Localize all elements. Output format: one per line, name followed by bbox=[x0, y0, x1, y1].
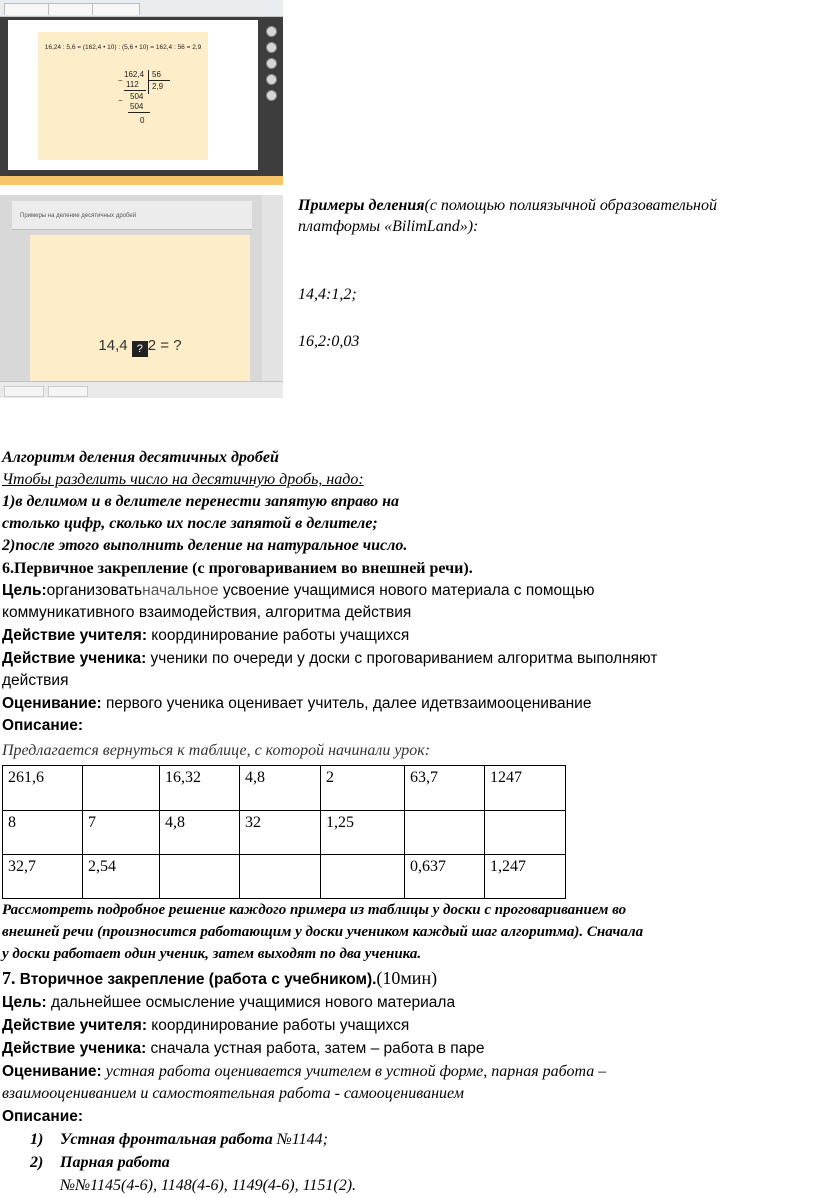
student-text: ученики по очереди у доски с проговариванием алгоритма выполняют bbox=[146, 650, 658, 667]
table-cell: 8 bbox=[3, 811, 83, 855]
section7-time: (10мин) bbox=[376, 968, 438, 988]
assess-label: Оценивание: bbox=[2, 695, 102, 712]
taskbar-item[interactable] bbox=[48, 386, 88, 397]
table-row bbox=[3, 766, 566, 811]
section7-item1 bbox=[60, 1130, 328, 1150]
slide-sheet bbox=[38, 32, 208, 160]
table-cell bbox=[240, 855, 321, 899]
goal-text: усвоение учащимися нового материала с помощью bbox=[218, 582, 595, 599]
section7-item1-num: 1) bbox=[30, 1131, 44, 1148]
taskbar bbox=[0, 381, 283, 398]
ld-dividend: 162,4 bbox=[124, 70, 145, 79]
taskbar-item[interactable] bbox=[4, 386, 44, 397]
ld-line bbox=[124, 90, 146, 91]
table-cell bbox=[160, 855, 240, 899]
table-cell: 63,7 bbox=[405, 766, 485, 811]
example-panel bbox=[30, 235, 250, 385]
section6-student-line2: действия bbox=[2, 672, 69, 689]
algorithm-title: Алгоритм деления десятичных дробей bbox=[2, 449, 279, 466]
section7-assess bbox=[2, 1062, 606, 1082]
ld-quotient: 2,9 bbox=[152, 82, 164, 91]
section6-title: 6.Первичное закрепление (с проговариванием во внешней речи). bbox=[2, 560, 473, 577]
nav-circle-button[interactable] bbox=[266, 58, 277, 69]
table-cell: 2 bbox=[321, 766, 405, 811]
example-question bbox=[30, 337, 250, 357]
section7-student bbox=[2, 1039, 485, 1059]
table-cell: 0,637 bbox=[405, 855, 485, 899]
table-cell: 1,25 bbox=[321, 811, 405, 855]
ld-minus: − bbox=[118, 76, 123, 85]
section7-item2-num: 2) bbox=[30, 1154, 44, 1171]
lesson-screenshot-2 bbox=[0, 195, 283, 398]
consider-line2: внешней речи (произносится работающим у доски учеником каждый шаг алгоритма). Сначала bbox=[2, 924, 644, 940]
numbers-table bbox=[2, 765, 566, 899]
consider-line3: у доски работает один ученик, затем выходят по два ученика. bbox=[2, 946, 422, 962]
section7-item2-line2: №№1145(4-6), 1148(4-6), 1149(4-6), 1151(2). bbox=[60, 1177, 357, 1194]
scrollbar[interactable] bbox=[262, 195, 283, 398]
ld-vertical-line bbox=[148, 70, 149, 94]
section6-goal bbox=[2, 581, 595, 601]
nav-circle-button[interactable] bbox=[266, 90, 277, 101]
table-cell: 1247 bbox=[485, 766, 566, 811]
teacher-label: Действие учителя: bbox=[2, 1017, 147, 1034]
algorithm-step1b: столько цифр, сколько их после запятой в делителе; bbox=[2, 515, 378, 532]
table-cell: 32,7 bbox=[3, 855, 83, 899]
teacher-label: Действие учителя: bbox=[2, 627, 147, 644]
section6-desc-label: Описание: bbox=[2, 717, 84, 734]
slide-header-text: Примеры на деление десятичных дробей bbox=[20, 213, 137, 219]
section7-desc-label: Описание: bbox=[2, 1108, 84, 1125]
nav-circle-button[interactable] bbox=[266, 26, 277, 37]
table-cell: 4,8 bbox=[240, 766, 321, 811]
item1-bold: Устная фронтальная работа bbox=[60, 1131, 273, 1148]
example-2: 16,2:0,03 bbox=[298, 333, 360, 350]
slide-bottom-bar bbox=[0, 176, 283, 185]
goal-label: Цель: bbox=[2, 994, 47, 1011]
section7-item2: Парная работа bbox=[60, 1154, 170, 1171]
student-label: Действие ученика: bbox=[2, 650, 147, 667]
browser-tab[interactable] bbox=[4, 3, 52, 15]
table-cell bbox=[485, 811, 566, 855]
examples-subtitle-1: (с помощью полиязычной образовательной bbox=[424, 197, 717, 214]
table-row bbox=[3, 811, 566, 855]
section7-title bbox=[2, 968, 437, 990]
section6-proposal: Предлагается вернуться к таблице, с которой начинали урок: bbox=[2, 742, 431, 759]
table-cell: 7 bbox=[83, 811, 160, 855]
section6-assess bbox=[2, 694, 591, 714]
algorithm-step2: 2)после этого выполнить деление на натуральное число. bbox=[2, 537, 408, 554]
ld-minus: − bbox=[118, 96, 123, 105]
ld-step1: 112 bbox=[126, 80, 139, 89]
table-cell: 16,32 bbox=[160, 766, 240, 811]
section6-student bbox=[2, 649, 657, 669]
browser-tab[interactable] bbox=[92, 3, 140, 15]
ld-remainder-final: 0 bbox=[140, 116, 145, 125]
item1-rest: №1144; bbox=[272, 1131, 328, 1148]
table-cell: 1,247 bbox=[485, 855, 566, 899]
table-row bbox=[3, 855, 566, 899]
browser-tabbar bbox=[0, 0, 283, 17]
section7-num: 7. bbox=[2, 968, 16, 988]
ld-divisor: 56 bbox=[152, 70, 161, 79]
table-cell: 4,8 bbox=[160, 811, 240, 855]
consider-line1: Рассмотреть подробное решение каждого примера из таблицы у доски с проговариванием во bbox=[2, 902, 627, 918]
division-equation: 16,24 : 5,6 = (162,4 • 10) : (5,6 • 10) = 162,4 : 56 = 2,9 bbox=[44, 44, 202, 51]
table-cell: 2,54 bbox=[83, 855, 160, 899]
goal-text: дальнейшее осмысление учащимися нового материала bbox=[46, 994, 456, 1011]
slide-header bbox=[12, 201, 252, 230]
teacher-text: координирование работы учащихся bbox=[147, 627, 410, 644]
student-label: Действие ученика: bbox=[2, 1040, 147, 1057]
goal-label: Цель: bbox=[2, 582, 47, 599]
examples-subtitle-2: платформы «BilimLand»): bbox=[298, 218, 479, 235]
question-right: 2 = ? bbox=[147, 337, 182, 354]
table-cell bbox=[321, 855, 405, 899]
section6-goal-line2: коммуникативного взаимодействия, алгоритма действия bbox=[2, 604, 412, 621]
section7-title-text: Вторичное закрепление (работа с учебником). bbox=[15, 971, 377, 988]
ld-line bbox=[128, 112, 150, 113]
section7-goal bbox=[2, 993, 455, 1013]
algorithm-intro: Чтобы разделить число на десятичную дробь, надо: bbox=[2, 471, 364, 488]
section7-assess-line2: взаимооцениванием и самостоятельная работа - самооцениванием bbox=[2, 1085, 464, 1102]
section6-teacher bbox=[2, 626, 409, 646]
teacher-text: координирование работы учащихся bbox=[147, 1017, 410, 1034]
table-cell: 261,6 bbox=[3, 766, 83, 811]
lesson-screenshot-1 bbox=[0, 0, 283, 185]
browser-tab[interactable] bbox=[48, 3, 96, 15]
ld-divisor-line bbox=[148, 80, 170, 81]
table-cell bbox=[83, 766, 160, 811]
ld-remainder1: 504 bbox=[130, 92, 144, 101]
goal-text-highlight: начальное bbox=[142, 582, 219, 599]
nav-circle-button[interactable] bbox=[266, 74, 277, 85]
nav-circle-button[interactable] bbox=[266, 42, 277, 53]
assess-label: Оценивание: bbox=[2, 1063, 102, 1080]
assess-text: первого ученика оценивает учитель, далее идетвзаимооценивание bbox=[101, 695, 592, 712]
question-left: 14,4 bbox=[98, 337, 128, 354]
ld-step2: 504 bbox=[130, 102, 144, 111]
assess-text: устная работа оценивается учителем в устной форме, парная работа – bbox=[101, 1063, 607, 1080]
table-cell: 32 bbox=[240, 811, 321, 855]
example-1: 14,4:1,2; bbox=[298, 286, 357, 303]
goal-text: организовать bbox=[46, 582, 143, 599]
algorithm-step1a: 1)в делимом и в делителе перенести запятую вправо на bbox=[2, 493, 399, 510]
slide-board bbox=[8, 20, 258, 170]
student-text: сначала устная работа, затем – работа в паре bbox=[146, 1040, 485, 1057]
table-cell bbox=[405, 811, 485, 855]
section7-teacher bbox=[2, 1016, 409, 1036]
examples-heading: Примеры деления bbox=[298, 197, 425, 214]
examples-line1 bbox=[298, 196, 717, 216]
operator-box[interactable]: ? bbox=[132, 341, 148, 357]
